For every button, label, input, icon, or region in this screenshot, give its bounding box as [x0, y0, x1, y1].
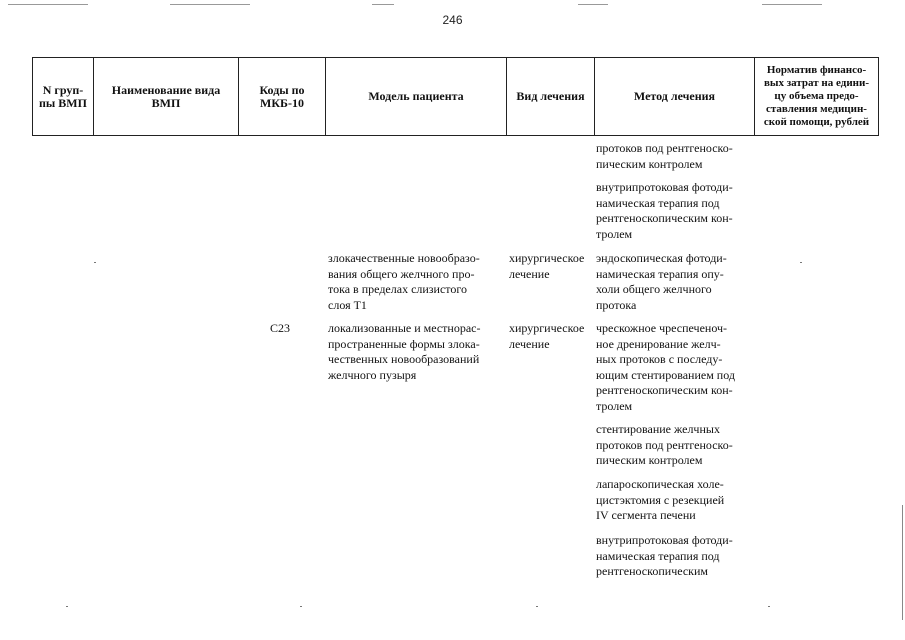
header-treatment-type: Вид лечения [507, 58, 595, 136]
method-cell: протоков под рентгеноско- пическим контролем [596, 141, 733, 171]
scan-speck [536, 606, 538, 607]
patient-model-cell: локализованные и местнорас- пространенные формы злока- чественных новообразований желчного пузыря [328, 321, 481, 382]
header-patient-model: Модель пациента [326, 58, 507, 136]
scan-artifact-line [170, 4, 250, 5]
treatment-type-cell: хирургическое лечение [509, 251, 585, 281]
method-cell: чрескожное чреспеченоч- ное дренирование желч- ных протоков с последу- ющим стентированием под рентгеноскопическим кон- тролем [596, 321, 735, 413]
method-cell: внутрипротоковая фотоди- намическая терапия под рентгеноскопическим кон- тролем [596, 180, 733, 241]
scan-artifact-line [372, 4, 394, 5]
method-cell: стентирование желчных протоков под рентгеноско- пическим контролем [596, 422, 733, 467]
icd-code-cell: C23 [270, 321, 291, 335]
header-treatment-method: Метод лечения [595, 58, 755, 136]
header-vmp-name: Наименование вида ВМП [94, 58, 239, 136]
table-header [32, 57, 879, 136]
treatment-type-cell: хирургическое лечение [509, 321, 585, 351]
scan-speck [768, 606, 770, 607]
table-header-row [33, 58, 879, 136]
scan-speck [66, 606, 68, 607]
scan-artifact-line [578, 4, 608, 5]
scan-artifact-line [8, 4, 88, 5]
scan-artifact-line [762, 4, 822, 5]
page-number: 246 [442, 13, 463, 27]
scan-speck [300, 606, 302, 607]
header-icd-codes: Коды по МКБ-10 [239, 58, 326, 136]
scan-speck [94, 262, 96, 263]
method-cell: эндоскопическая фотоди- намическая терапия опу- холи общего желчного протока [596, 251, 727, 312]
method-cell: лапароскопическая холе- цистэктомия с резекцией IV сегмента печени [596, 477, 725, 522]
header-group-number: N груп- пы ВМП [33, 58, 94, 136]
scan-edge-line [902, 505, 903, 620]
patient-model-cell: злокачественные новообразо- вания общего желчного про- тока в пределах слизистого слоя T1 [328, 251, 480, 312]
method-cell: внутрипротоковая фотоди- намическая терапия под рентгеноскопическим [596, 533, 733, 578]
header-cost-norm: Норматив финансо- вых затрат на едини- цу объема предо- ставления медицин- ской помощи, рублей [755, 58, 879, 136]
scan-speck [800, 262, 802, 263]
